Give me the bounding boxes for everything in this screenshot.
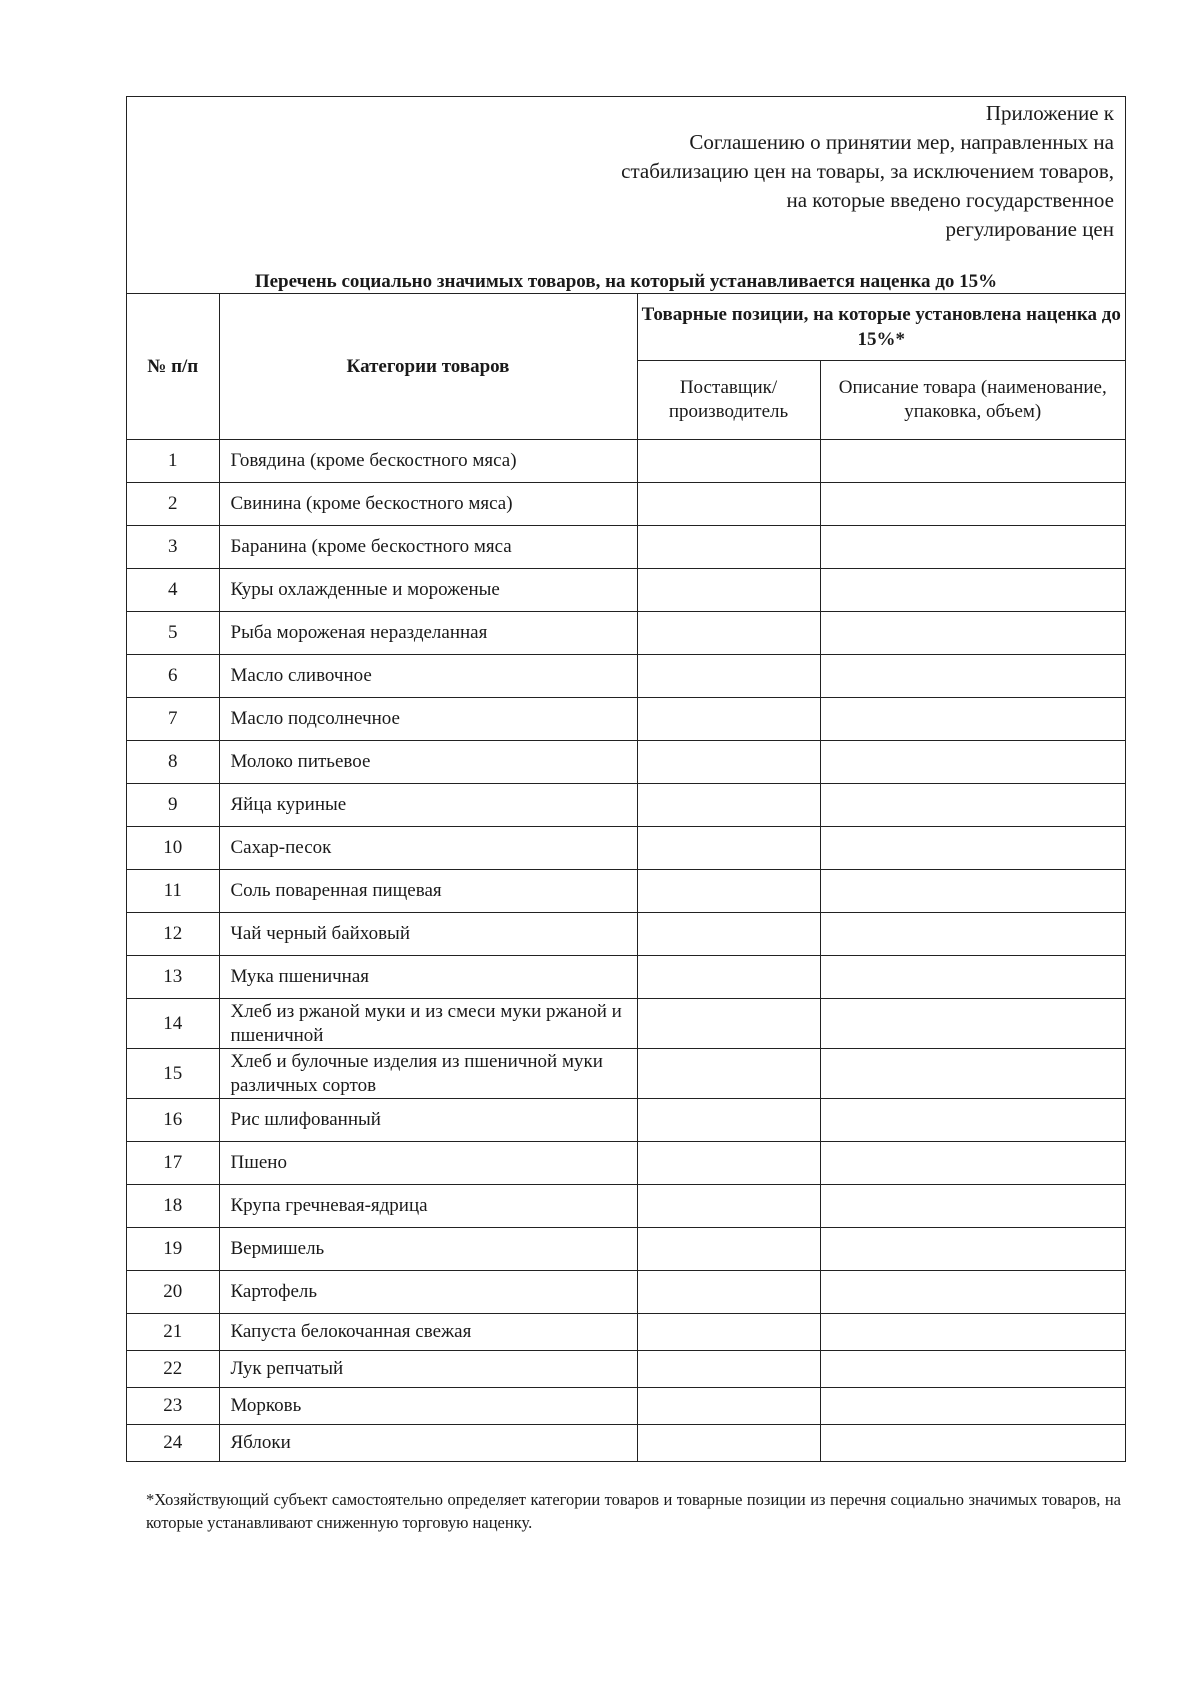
description-cell: [820, 698, 1125, 741]
supplier-cell: [637, 1228, 820, 1271]
table-row: [127, 1351, 1125, 1388]
table-row: [127, 1314, 1125, 1351]
row-category: Молоко питьевое: [219, 741, 637, 784]
table-row: [127, 1185, 1125, 1228]
supplier-cell: [637, 1049, 820, 1099]
table-row: [127, 483, 1125, 526]
supplier-cell: [637, 1351, 820, 1388]
table-row: [127, 526, 1125, 569]
description-cell: [820, 1351, 1125, 1388]
column-header-category: Категории товаров: [219, 294, 637, 440]
row-num: 11: [127, 870, 219, 913]
supplier-cell: [637, 956, 820, 999]
supplier-cell: [637, 655, 820, 698]
row-num: 12: [127, 913, 219, 956]
table-row: [127, 612, 1125, 655]
row-category: Яйца куриные: [219, 784, 637, 827]
description-cell: [820, 1228, 1125, 1271]
description-cell: [820, 1185, 1125, 1228]
column-header-num: № п/п: [127, 294, 219, 440]
description-cell: [820, 1425, 1125, 1462]
description-cell: [820, 956, 1125, 999]
description-cell: [820, 655, 1125, 698]
row-category: Капуста белокочанная свежая: [219, 1314, 637, 1351]
supplier-cell: [637, 784, 820, 827]
column-header-description: Описание товара (наименование, упаковка, объем): [820, 361, 1125, 440]
row-num: 8: [127, 741, 219, 784]
description-cell: [820, 483, 1125, 526]
supplier-cell: [637, 526, 820, 569]
row-num: 1: [127, 440, 219, 483]
table-row: [127, 1228, 1125, 1271]
row-num: 2: [127, 483, 219, 526]
table-row: [127, 999, 1125, 1049]
description-cell: [820, 999, 1125, 1049]
row-category: Вермишель: [219, 1228, 637, 1271]
row-category: Баранина (кроме бескостного мяса: [219, 526, 637, 569]
row-category: Рис шлифованный: [219, 1099, 637, 1142]
supplier-cell: [637, 1185, 820, 1228]
supplier-cell: [637, 1425, 820, 1462]
description-cell: [820, 569, 1125, 612]
description-cell: [820, 1049, 1125, 1099]
row-num: 7: [127, 698, 219, 741]
row-category: Хлеб из ржаной муки и из смеси муки ржаной и пшеничной: [219, 999, 637, 1049]
row-num: 6: [127, 655, 219, 698]
description-cell: [820, 913, 1125, 956]
table-row: [127, 913, 1125, 956]
supplier-cell: [637, 1271, 820, 1314]
table-row: [127, 741, 1125, 784]
row-category: Лук репчатый: [219, 1351, 637, 1388]
table-row: [127, 655, 1125, 698]
header-line: регулирование цен: [945, 217, 1114, 241]
header-line: Соглашению о принятии мер, направленных на: [689, 130, 1114, 154]
supplier-cell: [637, 440, 820, 483]
description-cell: [820, 1099, 1125, 1142]
row-category: Мука пшеничная: [219, 956, 637, 999]
row-num: 22: [127, 1351, 219, 1388]
row-category: Говядина (кроме бескостного мяса): [219, 440, 637, 483]
table-row: [127, 1425, 1125, 1462]
table-row: [127, 956, 1125, 999]
description-cell: [820, 440, 1125, 483]
description-cell: [820, 784, 1125, 827]
row-num: 14: [127, 999, 219, 1049]
supplier-cell: [637, 1099, 820, 1142]
row-category: Хлеб и булочные изделия из пшеничной муки различных сортов: [219, 1049, 637, 1099]
supplier-cell: [637, 999, 820, 1049]
row-num: 15: [127, 1049, 219, 1099]
table-row: [127, 1099, 1125, 1142]
row-num: 5: [127, 612, 219, 655]
description-cell: [820, 870, 1125, 913]
supplier-cell: [637, 612, 820, 655]
description-cell: [820, 1388, 1125, 1425]
row-category: Куры охлажденные и мороженые: [219, 569, 637, 612]
row-category: Свинина (кроме бескостного мяса): [219, 483, 637, 526]
table-row: [127, 870, 1125, 913]
header-line: Приложение к: [985, 101, 1114, 125]
table-row: [127, 698, 1125, 741]
table-row: [127, 1388, 1125, 1425]
supplier-cell: [637, 483, 820, 526]
supplier-cell: [637, 913, 820, 956]
table-row: [127, 1049, 1125, 1099]
row-category: Яблоки: [219, 1425, 637, 1462]
supplier-cell: [637, 1142, 820, 1185]
header-line: на которые введено государственное: [786, 188, 1114, 212]
row-num: 3: [127, 526, 219, 569]
description-cell: [820, 1271, 1125, 1314]
description-cell: [820, 827, 1125, 870]
row-num: 17: [127, 1142, 219, 1185]
table-row: [127, 569, 1125, 612]
row-num: 24: [127, 1425, 219, 1462]
row-num: 23: [127, 1388, 219, 1425]
document-sheet: [126, 96, 1126, 1462]
header-line: стабилизацию цен на товары, за исключением товаров,: [621, 159, 1114, 183]
footnote: *Хозяйствующий субъект самостоятельно определяет категории товаров и товарные позиции из перечня социально значимых товаров, на которые устанавливают сниженную торговую наценку.: [146, 1490, 1121, 1532]
column-header-positions: Товарные позиции, на которые установлена наценка до 15%*: [637, 294, 1125, 361]
table-row: [127, 1142, 1125, 1185]
row-num: 18: [127, 1185, 219, 1228]
row-num: 4: [127, 569, 219, 612]
description-cell: [820, 1142, 1125, 1185]
row-num: 10: [127, 827, 219, 870]
row-num: 9: [127, 784, 219, 827]
supplier-cell: [637, 569, 820, 612]
column-header-supplier: Поставщик/ производитель: [637, 361, 820, 440]
supplier-cell: [637, 1388, 820, 1425]
supplier-cell: [637, 741, 820, 784]
supplier-cell: [637, 1314, 820, 1351]
appendix-header: [127, 99, 1125, 244]
supplier-cell: [637, 870, 820, 913]
row-category: Масло подсолнечное: [219, 698, 637, 741]
row-num: 16: [127, 1099, 219, 1142]
description-cell: [820, 1314, 1125, 1351]
table-row: [127, 1271, 1125, 1314]
row-num: 19: [127, 1228, 219, 1271]
table-row: [127, 784, 1125, 827]
description-cell: [820, 741, 1125, 784]
row-category: Пшено: [219, 1142, 637, 1185]
row-category: Масло сливочное: [219, 655, 637, 698]
supplier-cell: [637, 698, 820, 741]
description-cell: [820, 612, 1125, 655]
row-num: 20: [127, 1271, 219, 1314]
row-num: 13: [127, 956, 219, 999]
supplier-cell: [637, 827, 820, 870]
table-row: [127, 827, 1125, 870]
table-title: Перечень социально значимых товаров, на который устанавливается наценка до 15%: [254, 271, 998, 292]
description-cell: [820, 526, 1125, 569]
table-row: [127, 440, 1125, 483]
goods-table: [127, 293, 1125, 1462]
row-category: Морковь: [219, 1388, 637, 1425]
row-category: Рыба мороженая неразделанная: [219, 612, 637, 655]
row-category: Чай черный байховый: [219, 913, 637, 956]
row-category: Картофель: [219, 1271, 637, 1314]
row-num: 21: [127, 1314, 219, 1351]
row-category: Соль поваренная пищевая: [219, 870, 637, 913]
row-category: Сахар-песок: [219, 827, 637, 870]
row-category: Крупа гречневая-ядрица: [219, 1185, 637, 1228]
